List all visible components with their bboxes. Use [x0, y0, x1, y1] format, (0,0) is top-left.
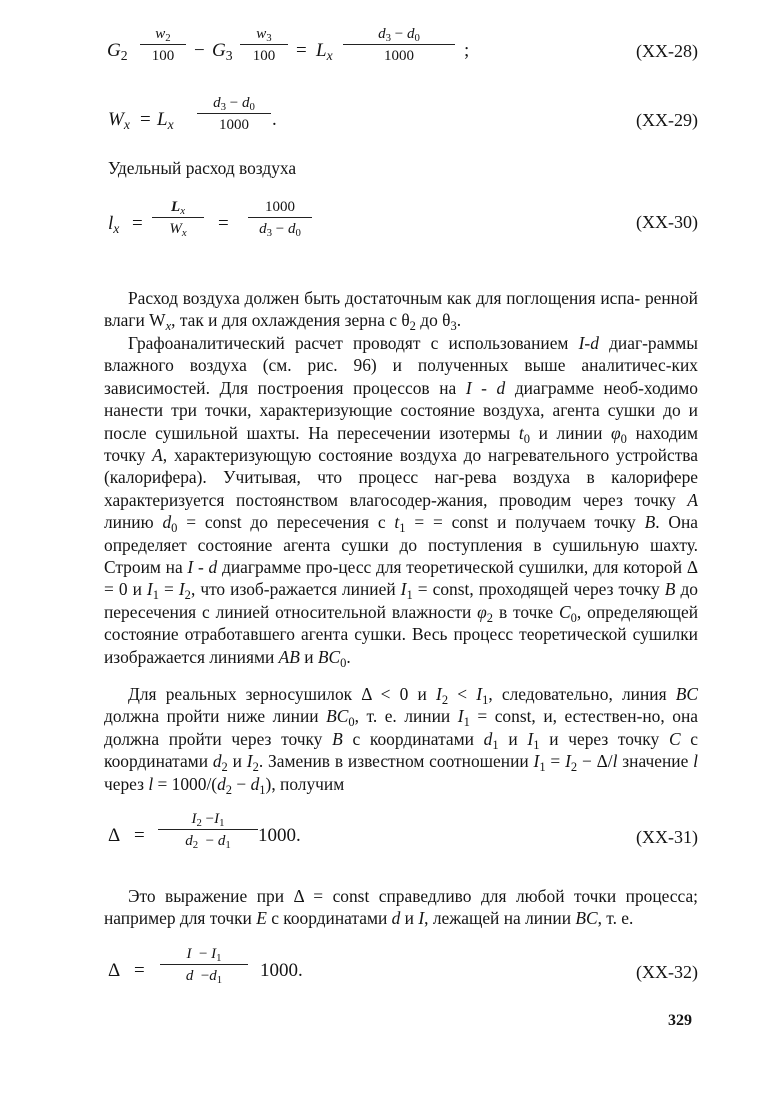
fraction: $I - I_1$ $d -d_1$	[160, 944, 248, 987]
book-page: $G_2$ $w_2$ 100 − $G_3$ $w_3$ 100 = $L_x$ $d_3 - d_0$ 1000 ; (XX-28) $W_x$ = $L_x$ $d_3 - d_0$ 1000 . (XX-29) Удельный расход воздуха $l_x$ = $L_x$ $W_x$ = 1000 $d_3 - d_0$ (XX-30) Расход воздуха должен быть достаточным как для поглощения испа- ренной влаги $W_x$, так и для охлаждения зерна с $\theta_2$ до $\theta_3$. Графоаналитический расчет проводят с использованием I-d диаг-раммы влажного воздуха (см. рис. 96) и полученных выше аналитичес-ких зависимостей. Для построения процессов на I - d диаграмме необ-ходимо нанести три точки, характеризующие состояние воздуха, агента сушки до и после сушильной шахты. На пересечении изотермы $t_0$ и линии $\varphi_0$ находим точку A, характеризующую состояние воздуха до нагревательного устройства (калорифера). Учитывая, что процесс наг-рева воздуха в калорифере характеризуется постоянством влагосодер-жания, проводим через точку A линию $d_0$ = const до пересечения с $t_1$ = = const и получаем точку B. Она определяет состояние агента сушки до поступления в сушильную шахту. Строим на I - d диаграмме про-цесс для теоретической сушилки, для которой Δ = 0 и $I_1 = I_2$, что изоб-ражается линией $I_1$ = const, проходящей через точку B до пересечения с линией относительной влажности $\varphi_2$ в точке $C_0$, определяющей состояние отработавшего агента сушки. Весь процесс теоретической сушилки изображается линиями AB и $BC_0$. Для реальных зерносушилок Δ < 0 и $I_2 < I_1$, следовательно, линия BC должна пройти ниже линии $BC_0$, т. е. линии $I_1$ = const, и, естествен-но, она должна пройти через точку B с координатами $d_1$ и $I_1$ и через точку C с координатами $d_2$ и $I_2$. Заменив в известном соотношении $I_1 = I_2 - \Delta/l$ значение l через $l = 1000/(d_2 - d_1)$, получим Δ = $I_2 -I_1$ $d_2 - d_1$ 1000. (XX-31) Это выражение при Δ = const справедливо для любой точки процесса; например для точки E с координатами d и I, лежащей на линии BC, т. е. Δ = $I - I_1$ $d -d_1$ 1000. (XX-32) 329	[104, 26, 698, 1029]
equation-number: (XX-32)	[636, 962, 698, 982]
fraction: $d_3 - d_0$ 1000	[343, 24, 455, 67]
specific-air-consumption-label: Удельный расход воздуха	[108, 158, 297, 178]
equation-number: (XX-29)	[636, 110, 698, 130]
paragraph-real-dryers: Для реальных зерносушилок Δ < 0 и $I_2 < I_1$, следовательно, линия BC должна пройти ниже линии $BC_0$, т. е. линии $I_1$ = const, и, естествен-но, она должна пройти через точку B с координатами $d_1$ и $I_1$ и через точку C с координатами $d_2$ и $I_2$. Заменив в известном соотношении $I_1 = I_2 - \Delta/l$ значение l через $l = 1000/(d_2 - d_1)$, получим	[104, 684, 698, 797]
fraction: 1000 $d_3 - d_0$	[248, 197, 312, 240]
equation-number: (XX-30)	[636, 212, 698, 232]
paragraph-expression: Это выражение при Δ = const справедливо для любой точки процесса; например для точки E с координатами d и I, лежащей на линии BC, т. е.	[104, 886, 698, 929]
fraction: $w_2$ 100	[140, 24, 186, 67]
paragraph-graphoanalytic: Графоаналитический расчет проводят с использованием I-d диаг-раммы влажного воздуха (см. рис. 96) и полученных выше аналитичес-ких зависимостей. Для построения процессов на I - d диаграмме необ-ходимо нанести три точки, характеризующие состояние воздуха, агента сушки до и после сушильной шахты. На пересечении изотермы $t_0$ и линии $\varphi_0$ находим точку A, характеризующую состояние воздуха до нагревательного устройства (калорифера). Учитывая, что процесс наг-рева воздуха в калорифере характеризуется постоянством влагосодер-жания, проводим через точку A линию $d_0$ = const до пересечения с $t_1$ = = const и получаем точку B. Она определяет состояние агента сушки до поступления в сушильную шахту. Строим на I - d диаграмме про-цесс для теоретической сушилки, для которой Δ = 0 и $I_1 = I_2$, что изоб-ражается линией $I_1$ = const, проходящей через точку B до пересечения с линией относительной влажности $\varphi_2$ в точке $C_0$, определяющей состояние отработавшего агента сушки. Весь процесс теоретической сушилки изображается линиями AB и $BC_0$.	[104, 333, 698, 670]
equation-number: (XX-28)	[636, 41, 698, 61]
fraction: $w_3$ 100	[240, 24, 288, 67]
paragraph-air-flow: Расход воздуха должен быть достаточным как для поглощения испа- ренной влаги $W_x$, так и для охлаждения зерна с $\theta_2$ до $\theta_3$.	[104, 288, 698, 334]
fraction: $I_2 -I_1$ $d_2 - d_1$	[158, 809, 258, 852]
fraction: $L_x$ $W_x$	[152, 197, 204, 240]
fraction: $d_3 - d_0$ 1000	[197, 93, 271, 136]
page-number: 329	[668, 1012, 692, 1029]
equation-number: (XX-31)	[636, 827, 698, 847]
